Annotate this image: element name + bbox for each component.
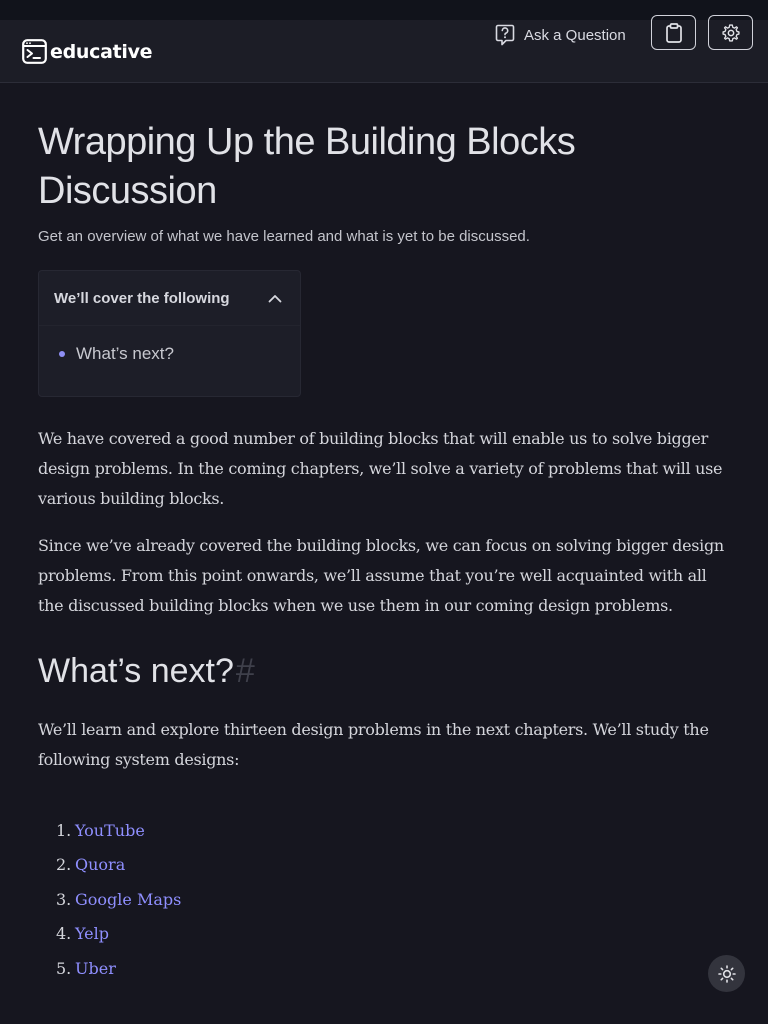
educative-logo[interactable]: [22, 39, 152, 64]
gear-icon: [721, 23, 741, 43]
clipboard-icon: [665, 23, 683, 43]
list-number: 3.: [56, 889, 72, 909]
cover-panel-header[interactable]: [39, 271, 300, 326]
logo-text: educative: [50, 40, 153, 63]
cover-panel-title: We’ll cover the following: [54, 289, 230, 307]
paragraph: Since we’ve already covered the building blocks, we can focus on solving bigger design problems. From this point onwards, we’ll assume that you’re well acquainted with all the discussed building blocks when we use them in our coming design problems.: [38, 536, 724, 615]
question-icon: [495, 24, 515, 46]
cover-item-label: What’s next?: [76, 344, 174, 363]
design-link-yelp[interactable]: Yelp: [75, 924, 109, 944]
design-link-uber[interactable]: Uber: [75, 958, 116, 978]
list-item: [56, 882, 732, 917]
clipboard-button[interactable]: [651, 15, 696, 50]
paragraph: We’ll learn and explore thirteen design problems in the next chapters. We’ll study the following system designs:: [38, 720, 709, 769]
anchor-link[interactable]: #: [235, 652, 255, 690]
paragraph: We have covered a good number of building blocks that will enable us to solve bigger design problems. In the coming chapters, we’ll solve a variety of problems that will use various building blocks.: [38, 429, 723, 508]
list-number: 2.: [56, 855, 72, 875]
section-heading-whats-next: [38, 651, 732, 691]
page-subtitle: Get an overview of what we have learned and what is yet to be discussed.: [38, 228, 530, 245]
cover-panel: [38, 270, 301, 397]
list-number: 1.: [56, 820, 72, 840]
list-item: [56, 813, 732, 848]
design-link-quora[interactable]: Quora: [75, 855, 126, 875]
list-number: 5.: [56, 958, 72, 978]
chevron-up-icon[interactable]: [268, 294, 282, 303]
design-link-youtube[interactable]: YouTube: [75, 820, 145, 840]
cover-item-whats-next[interactable]: [59, 344, 300, 364]
ask-a-question-label: Ask a Question: [524, 26, 626, 44]
section-heading-text: What’s next?: [38, 652, 234, 690]
settings-button[interactable]: [708, 15, 753, 50]
bullet: [59, 351, 65, 357]
page-title: Wrapping Up the Building Blocks Discussion: [38, 121, 576, 212]
sun-icon: [718, 965, 736, 983]
list-number: 4.: [56, 924, 72, 944]
lesson-content: [38, 118, 732, 986]
top-header: [0, 20, 768, 83]
terminal-logo-icon: [22, 39, 47, 64]
design-list: [38, 813, 732, 986]
list-item: [56, 951, 732, 986]
list-item: [56, 848, 732, 883]
cover-list: [39, 326, 300, 364]
list-item: [56, 917, 732, 952]
ask-a-question-button[interactable]: [495, 23, 626, 47]
theme-toggle-button[interactable]: [708, 955, 745, 992]
design-link-google-maps[interactable]: Google Maps: [75, 889, 182, 909]
